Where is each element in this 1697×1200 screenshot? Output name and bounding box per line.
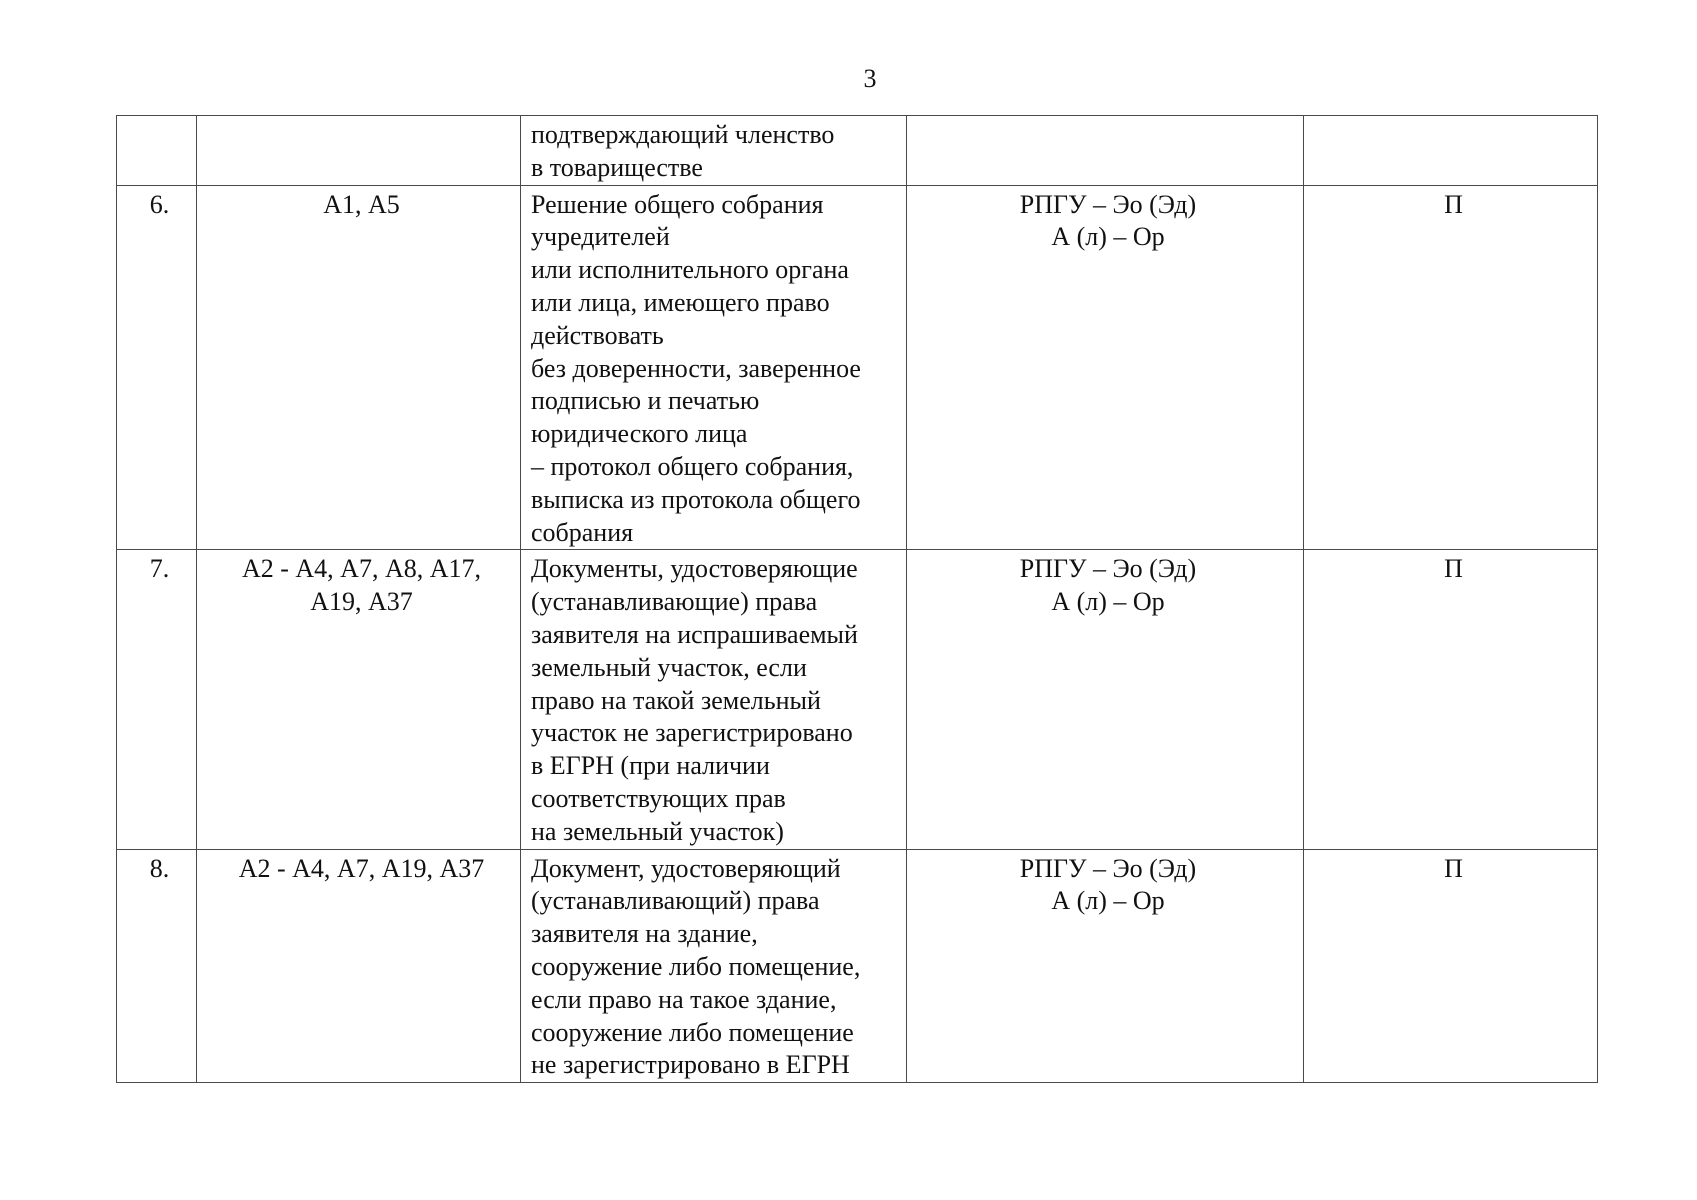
applicant-codes-cell [197, 116, 521, 186]
applicant-codes: А19, А37 [310, 587, 413, 617]
applicant-codes: А1, А5 [323, 189, 400, 219]
mark-cell: П [1304, 185, 1598, 550]
table-row [117, 550, 1598, 849]
document-line: юридического лица [531, 419, 748, 449]
documents-table [116, 115, 1598, 1083]
document-line: подписью и печатью [531, 386, 760, 416]
applicant-codes: А2 - А4, А7, А19, А37 [238, 853, 485, 883]
document-line: выписка из протокола общего [531, 484, 861, 514]
document-cell [521, 550, 907, 849]
submission-method: РПГУ – Эо (Эд) [1019, 853, 1197, 883]
submission-method: А (л) – Ор [1051, 886, 1165, 916]
submission-method: РПГУ – Эо (Эд) [1019, 189, 1197, 219]
document-line: Документ, удостоверяющий [531, 853, 841, 883]
table-row [117, 185, 1598, 550]
document-cell [521, 185, 907, 550]
document-line: или исполнительного органа [531, 255, 849, 285]
document-line: действовать [531, 320, 664, 350]
table-row-continuation [117, 116, 1598, 186]
row-number: 8. [117, 849, 197, 1083]
document-cell [521, 116, 907, 186]
mark-cell [1304, 116, 1598, 186]
submission-method: А (л) – Ор [1051, 222, 1165, 252]
document-cell [521, 849, 907, 1083]
document-line: заявителя на здание, [531, 919, 758, 949]
document-line: земельный участок, если [531, 652, 807, 682]
document-line: участок не зарегистрировано [531, 718, 853, 748]
document-line: Решение общего собрания [531, 189, 824, 219]
document-line: соответствующих прав [531, 783, 786, 813]
document-line: если право на такое здание, [531, 984, 837, 1014]
applicant-codes: А2 - А4, А7, А8, А17, [241, 554, 482, 584]
document-line: на земельный участок) [531, 816, 784, 846]
document-line: – протокол общего собрания, [531, 451, 854, 481]
row-number: 6. [117, 185, 197, 550]
document-line: подтверждающий членство [531, 120, 835, 149]
document-line: заявителя на испрашиваемый [531, 619, 858, 649]
submission-method: РПГУ – Эо (Эд) [1019, 554, 1197, 584]
document-line: собрания [531, 517, 634, 547]
document-line: в товариществе [531, 152, 703, 182]
document-line: сооружение либо помещение [531, 1017, 854, 1047]
mark-cell: П [1304, 550, 1598, 849]
document-line: в ЕГРН (при наличии [531, 751, 770, 781]
applicant-codes-cell [197, 550, 521, 849]
document-line: не зарегистрировано в ЕГРН [531, 1050, 850, 1080]
document-line: Документы, удостоверяющие [531, 554, 858, 584]
submission-method: А (л) – Ор [1051, 587, 1165, 617]
number-cell [117, 116, 197, 186]
page-number: 3 [863, 64, 877, 93]
document-line: без доверенности, заверенное [531, 353, 861, 383]
row-number: 7. [117, 550, 197, 849]
table-row [117, 849, 1598, 1083]
submission-cell [907, 849, 1304, 1083]
document-line: сооружение либо помещение, [531, 951, 861, 981]
mark-cell: П [1304, 849, 1598, 1083]
submission-cell [907, 550, 1304, 849]
applicant-codes-cell [197, 849, 521, 1083]
document-line: или лица, имеющего право [531, 287, 830, 317]
document-line: учредителей [531, 222, 670, 252]
document-line: (устанавливающие) права [531, 587, 818, 617]
document-line: (устанавливающий) права [531, 886, 820, 916]
document-line: право на такой земельный [531, 685, 821, 715]
submission-cell [907, 185, 1304, 550]
applicant-codes-cell [197, 185, 521, 550]
submission-cell [907, 116, 1304, 186]
